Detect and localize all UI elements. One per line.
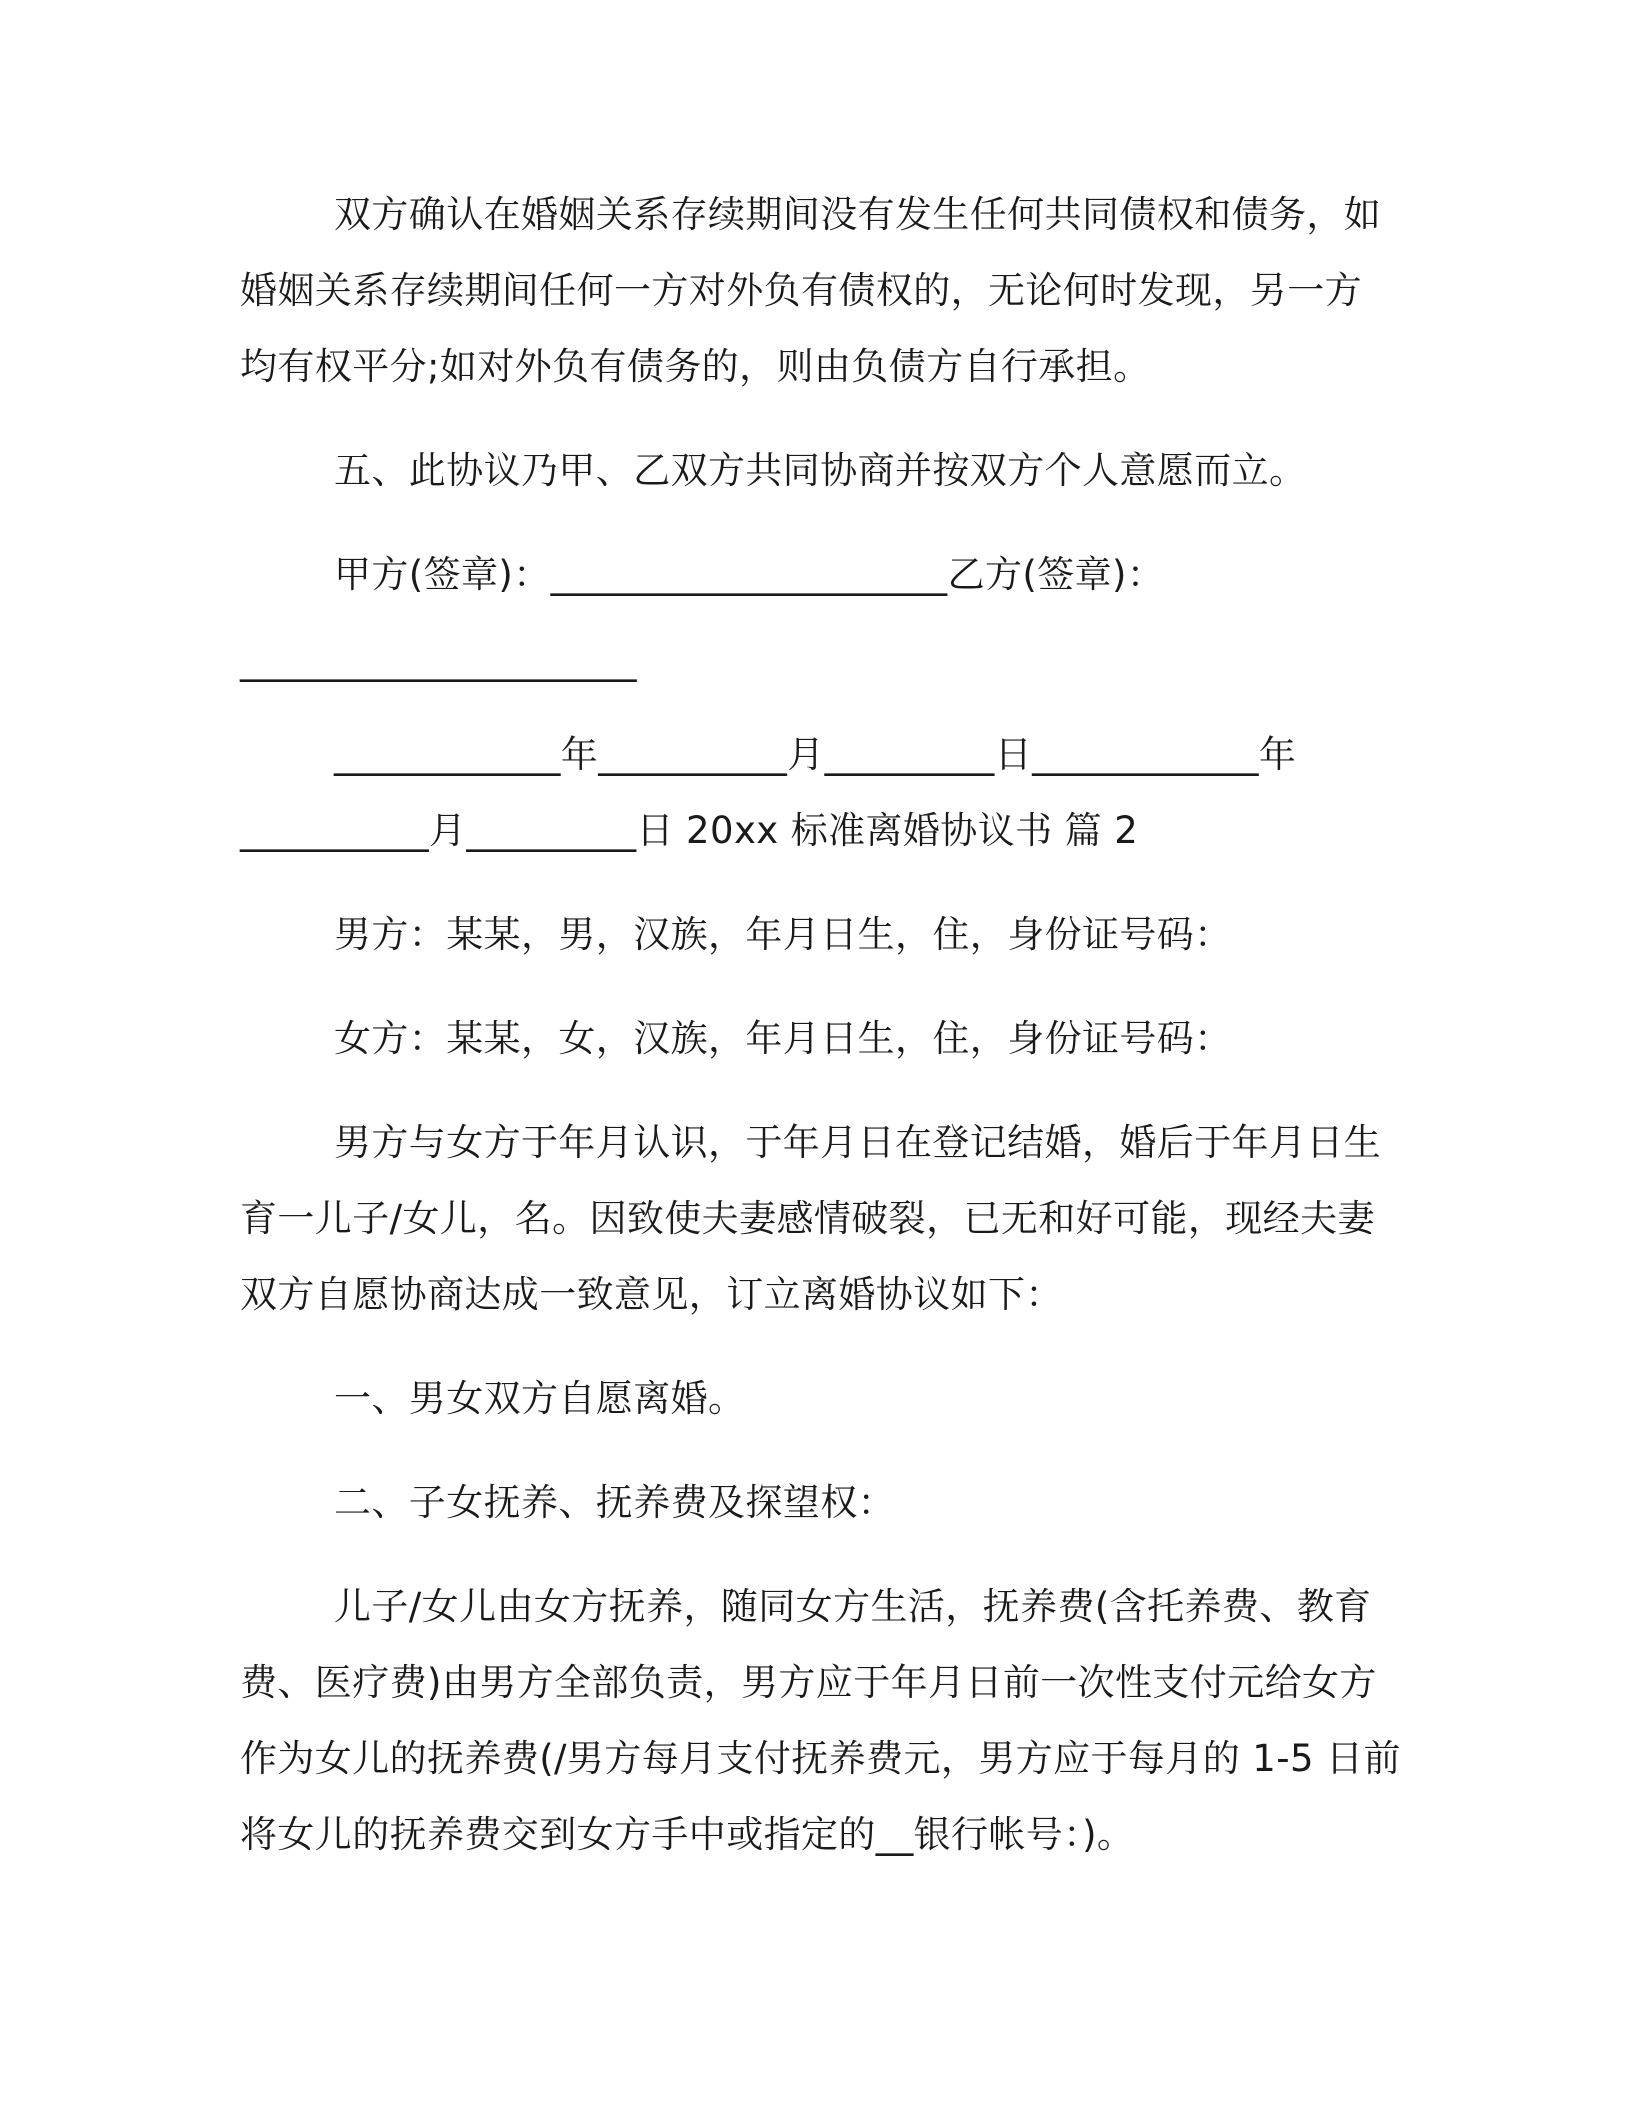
paragraph-debt-line-3: 均有权平分;如对外负有债务的，则由负债方自行承担。 <box>240 345 1151 388</box>
custody-line-3: 作为女儿的抚养费(/男方每月支付抚养费元，男方应于每月的 1-5 日前 <box>240 1737 1401 1780</box>
custody-line-2: 费、医疗费)由男方全部负责，男方应于年月日前一次性支付元给女方 <box>240 1661 1377 1704</box>
paragraph-background-line-2: 育一儿子/女儿，名。因致使夫妻感情破裂，已无和好可能，现经夫妻 <box>240 1197 1375 1240</box>
paragraph-background-line-3: 双方自愿协商达成一致意见，订立离婚协议如下： <box>240 1273 1063 1316</box>
paragraph-background-line-1: 男方与女方于年月认识，于年月日在登记结婚，婚后于年月日生 <box>334 1121 1382 1164</box>
paragraph-debt-line-2: 婚姻关系存续期间任何一方对外负有债权的，无论何时发现，另一方 <box>240 269 1362 312</box>
husband-info: 男方：某某，男，汉族，年月日生，住，身份证号码： <box>334 913 1232 956</box>
date-line-1: ____________年__________月_________日____________年 <box>334 733 1297 776</box>
wife-info: 女方：某某，女，汉族，年月日生，住，身份证号码： <box>334 1017 1232 1060</box>
signature-line: 甲方(签章)：_____________________乙方(签章)： <box>334 553 1165 596</box>
date-line-2-with-title: __________月_________日 20xx 标准离婚协议书 篇 2 <box>240 809 1139 852</box>
custody-line-4: 将女儿的抚养费交到女方手中或指定的__银行帐号：)。 <box>240 1813 1135 1856</box>
clause-one: 一、男女双方自愿离婚。 <box>334 1377 746 1420</box>
paragraph-debt-line-1: 双方确认在婚姻关系存续期间没有发生任何共同债权和债务，如 <box>334 193 1382 236</box>
signature-blank: _____________________ <box>240 639 637 682</box>
clause-two-heading: 二、子女抚养、抚养费及探望权： <box>334 1481 895 1524</box>
custody-line-1: 儿子/女儿由女方抚养，随同女方生活，抚养费(含托养费、教育 <box>334 1585 1372 1628</box>
clause-five: 五、此协议乃甲、乙双方共同协商并按双方个人意愿而立。 <box>334 449 1307 492</box>
